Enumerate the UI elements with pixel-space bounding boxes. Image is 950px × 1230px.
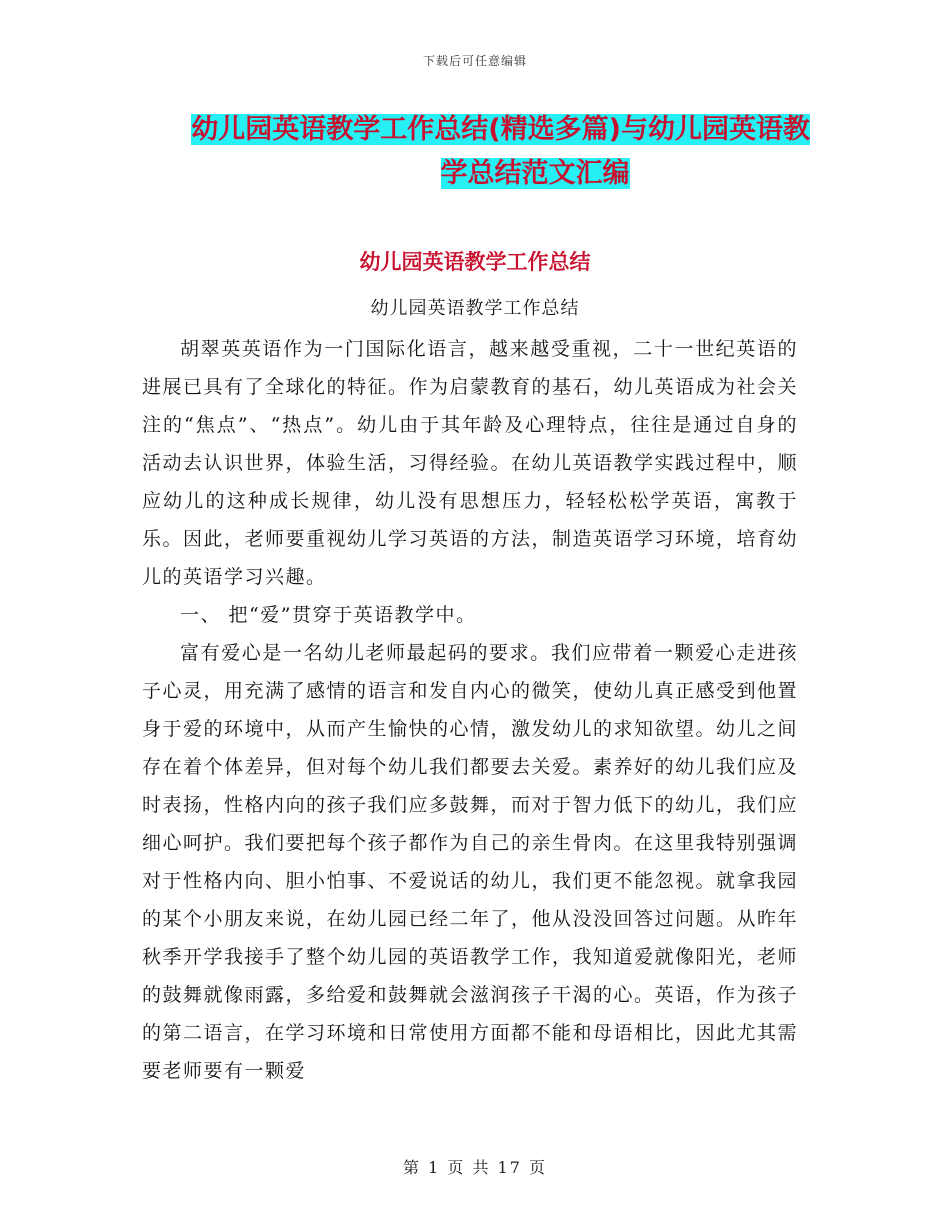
- document-title: [140, 108, 810, 196]
- body-text: [142, 330, 798, 1090]
- document-title-line-1: [140, 108, 810, 152]
- page-header-note: 下载后可任意编辑: [422, 54, 527, 68]
- section-subtitle: 幼儿园英语教学工作总结: [370, 298, 580, 319]
- document-title-line-1-text: 幼儿园英语教学工作总结(精选多篇)与幼儿园英语教: [191, 114, 810, 145]
- paragraph-heading: 一、 把“爱”贯穿于英语教学中。: [180, 604, 477, 626]
- document-title-line-2-text: 学总结范文汇编: [440, 158, 630, 189]
- paragraph: 胡翠英英语作为一门国际化语言，越来越受重视，二十一世纪英语的进展已具有了全球化的特征。作为启蒙教育的基石，幼儿英语成为社会关注的“焦点”、“热点”。幼儿由于其年龄及心理特点，往往是通过自身的活动去认识世界，体验生活，习得经验。在幼儿英语教学实践过程中，顺应幼儿的这种成长规律，幼儿没有思想压力，轻轻松松学英语，寓教于乐。因此，老师要重视幼儿学习英语的方法，制造英语学习环境，培育幼儿的英语学习兴趣。: [142, 338, 799, 588]
- page-number: 第 1 页 共 17 页: [403, 1158, 547, 1177]
- document-title-line-2: [140, 152, 810, 196]
- paragraph: 富有爱心是一名幼儿老师最起码的要求。我们应带着一颗爱心走进孩子心灵，用充满了感情的语言和发自内心的微笑，使幼儿真正感受到他置身于爱的环境中，从而产生愉快的心情，激发幼儿的求知欲望。幼儿之间存在着个体差异，但对每个幼儿我们都要去关爱。素养好的幼儿我们应及时表扬，性格内向的孩子我们应多鼓舞，而对于智力低下的幼儿，我们应细心呵护。我们要把每个孩子都作为自己的亲生骨肉。在这里我特别强调对于性格内向、胆小怕事、不爱说话的幼儿，我们更不能忽视。就拿我园的某个小朋友来说，在幼儿园已经二年了，他从没没回答过问题。从昨年秋季开学我接手了整个幼儿园的英语教学工作，我知道爱就像阳光，老师的鼓舞就像雨露，多给爱和鼓舞就会滋润孩子干渴的心。英语，作为孩子的第二语言，在学习环境和日常使用方面都不能和母语相比，因此尤其需要老师要有一颗爱: [142, 642, 799, 1082]
- section-title: 幼儿园英语教学工作总结: [359, 250, 591, 274]
